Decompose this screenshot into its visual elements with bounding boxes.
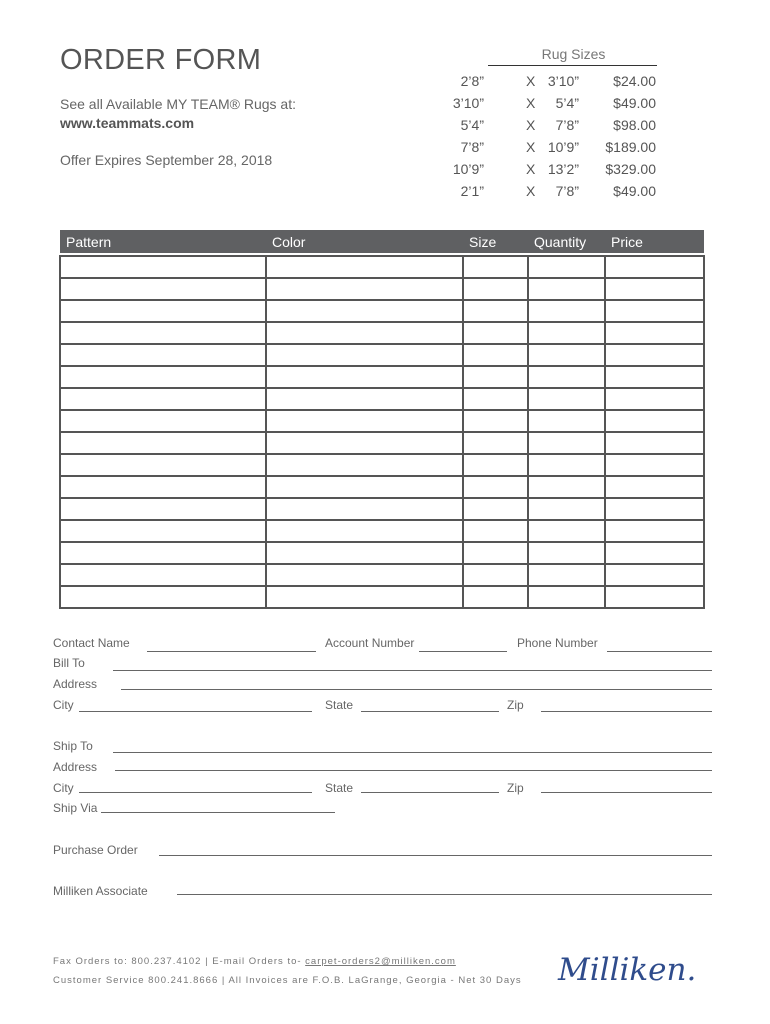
order-table	[59, 230, 703, 609]
quantity-cell[interactable]	[528, 586, 605, 608]
rug-size-from: 3’10”	[452, 95, 484, 111]
price-cell[interactable]	[605, 410, 704, 432]
size-cell[interactable]	[463, 564, 528, 586]
rug-sizes-rule	[488, 65, 657, 66]
rug-size-row	[460, 73, 660, 93]
ship-address-field[interactable]	[115, 770, 712, 771]
rug-size-price: $329.00	[605, 161, 656, 177]
milliken-logo	[556, 942, 706, 992]
rug-size-from: 5’4”	[460, 117, 484, 133]
size-cell[interactable]	[463, 388, 528, 410]
table-row	[60, 564, 704, 586]
column-header-color: Color	[266, 230, 463, 253]
rug-size-price: $24.00	[613, 73, 656, 89]
size-cell[interactable]	[463, 520, 528, 542]
bill-state-field[interactable]	[361, 711, 499, 712]
color-cell[interactable]	[266, 410, 463, 432]
purchase-order-label: Purchase Order	[53, 843, 138, 857]
price-cell[interactable]	[605, 498, 704, 520]
color-cell[interactable]	[266, 278, 463, 300]
size-cell[interactable]	[463, 542, 528, 564]
rug-size-from: 2’1”	[460, 183, 484, 199]
rug-size-to: 7’8”	[555, 117, 579, 133]
offer-expiry: Offer Expires September 28, 2018	[60, 152, 273, 168]
rug-size-from: 2’8”	[460, 73, 484, 89]
bill-to-label: Bill To	[53, 656, 85, 670]
rug-size-price: $98.00	[613, 117, 656, 133]
table-row	[60, 278, 704, 300]
ship-via-field[interactable]	[101, 812, 335, 813]
ship-via-label: Ship Via	[53, 801, 98, 815]
rugs-url-link[interactable]: www.teammats.com	[60, 115, 195, 131]
phone-number-field[interactable]	[607, 651, 712, 652]
pattern-cell[interactable]	[60, 366, 266, 388]
pattern-cell[interactable]	[60, 256, 266, 278]
size-cell[interactable]	[463, 300, 528, 322]
ship-address-label: Address	[53, 760, 98, 774]
quantity-cell[interactable]	[528, 322, 605, 344]
table-row	[60, 498, 704, 520]
color-cell[interactable]	[266, 520, 463, 542]
pattern-cell[interactable]	[60, 300, 266, 322]
color-cell[interactable]	[266, 388, 463, 410]
price-cell[interactable]	[605, 542, 704, 564]
bill-address-field[interactable]	[121, 689, 712, 690]
color-cell[interactable]	[266, 344, 463, 366]
table-row	[60, 256, 704, 278]
pattern-cell[interactable]	[60, 498, 266, 520]
footer-fax-line	[53, 956, 456, 967]
quantity-cell[interactable]	[528, 520, 605, 542]
bill-city-field[interactable]	[79, 711, 312, 712]
table-row	[60, 432, 704, 454]
price-cell[interactable]	[605, 300, 704, 322]
color-cell[interactable]	[266, 498, 463, 520]
color-cell[interactable]	[266, 366, 463, 388]
ship-city-label: City	[53, 781, 74, 795]
milliken-associate-field[interactable]	[177, 894, 712, 895]
size-cell[interactable]	[463, 256, 528, 278]
ship-zip-label: Zip	[507, 781, 524, 795]
ship-state-label: State	[325, 781, 354, 795]
account-number-label: Account Number	[325, 636, 415, 650]
footer-fax-text: Fax Orders to: 800.237.4102 | E-mail Orders to-	[53, 956, 302, 967]
table-row	[60, 410, 704, 432]
rug-size-from: 7’8”	[460, 139, 484, 155]
rug-size-price: $189.00	[605, 139, 656, 155]
price-cell[interactable]	[605, 586, 704, 608]
table-row	[60, 366, 704, 388]
rug-size-price: $49.00	[613, 183, 656, 199]
order-table-header	[60, 230, 704, 253]
column-header-quantity: Quantity	[528, 230, 605, 253]
page-title: ORDER FORM	[60, 44, 262, 76]
size-cell[interactable]	[463, 410, 528, 432]
column-header-pattern: Pattern	[60, 230, 266, 253]
column-header-price: Price	[605, 230, 704, 253]
pattern-cell[interactable]	[60, 586, 266, 608]
size-cell[interactable]	[463, 344, 528, 366]
rug-size-row	[460, 183, 660, 203]
rug-size-to: 7’8”	[555, 183, 579, 199]
color-cell[interactable]	[266, 432, 463, 454]
quantity-cell[interactable]	[528, 476, 605, 498]
bill-state-label: State	[325, 698, 354, 712]
rug-size-x: X	[526, 183, 536, 199]
bill-zip-field[interactable]	[541, 711, 712, 712]
quantity-cell[interactable]	[528, 410, 605, 432]
contact-name-label: Contact Name	[53, 636, 130, 650]
pattern-cell[interactable]	[60, 388, 266, 410]
pattern-cell[interactable]	[60, 476, 266, 498]
price-cell[interactable]	[605, 366, 704, 388]
pattern-cell[interactable]	[60, 344, 266, 366]
quantity-cell[interactable]	[528, 366, 605, 388]
pattern-cell[interactable]	[60, 542, 266, 564]
price-cell[interactable]	[605, 432, 704, 454]
pattern-cell[interactable]	[60, 278, 266, 300]
milliken-associate-label: Milliken Associate	[53, 884, 148, 898]
rug-size-x: X	[526, 95, 536, 111]
size-cell[interactable]	[463, 432, 528, 454]
quantity-cell[interactable]	[528, 432, 605, 454]
table-row	[60, 300, 704, 322]
bill-city-label: City	[53, 698, 74, 712]
color-cell[interactable]	[266, 586, 463, 608]
price-cell[interactable]	[605, 322, 704, 344]
quantity-cell[interactable]	[528, 542, 605, 564]
rug-size-to: 13’2”	[547, 161, 579, 177]
rug-size-to: 5’4”	[555, 95, 579, 111]
size-cell[interactable]	[463, 586, 528, 608]
rug-sizes-title: Rug Sizes	[541, 46, 606, 62]
logo-wordmark: Milliken.	[558, 952, 697, 988]
table-row	[60, 322, 704, 344]
pattern-cell[interactable]	[60, 520, 266, 542]
quantity-cell[interactable]	[528, 388, 605, 410]
ship-zip-field[interactable]	[541, 792, 712, 793]
rug-size-row	[452, 95, 660, 115]
price-cell[interactable]	[605, 278, 704, 300]
size-cell[interactable]	[463, 454, 528, 476]
table-row	[60, 520, 704, 542]
rug-size-to: 3’10”	[547, 73, 579, 89]
price-cell[interactable]	[605, 476, 704, 498]
color-cell[interactable]	[266, 300, 463, 322]
color-cell[interactable]	[266, 476, 463, 498]
rugs-prompt: See all Available MY TEAM® Rugs at:	[60, 96, 296, 112]
price-cell[interactable]	[605, 256, 704, 278]
quantity-cell[interactable]	[528, 300, 605, 322]
table-row	[60, 542, 704, 564]
phone-number-label: Phone Number	[517, 636, 598, 650]
bill-to-field[interactable]	[113, 670, 712, 671]
pattern-cell[interactable]	[60, 454, 266, 476]
rug-size-row	[460, 139, 660, 159]
ship-to-field[interactable]	[113, 752, 712, 753]
rug-size-from: 10’9”	[452, 161, 484, 177]
price-cell[interactable]	[605, 388, 704, 410]
table-row	[60, 454, 704, 476]
quantity-cell[interactable]	[528, 344, 605, 366]
color-cell[interactable]	[266, 322, 463, 344]
email-link[interactable]: carpet-orders2@milliken.com	[305, 956, 456, 967]
account-number-field[interactable]	[419, 651, 507, 652]
rug-size-x: X	[526, 139, 536, 155]
size-cell[interactable]	[463, 366, 528, 388]
pattern-cell[interactable]	[60, 564, 266, 586]
quantity-cell[interactable]	[528, 564, 605, 586]
quantity-cell[interactable]	[528, 256, 605, 278]
pattern-cell[interactable]	[60, 432, 266, 454]
price-cell[interactable]	[605, 564, 704, 586]
quantity-cell[interactable]	[528, 454, 605, 476]
rug-size-x: X	[526, 161, 536, 177]
table-row	[60, 388, 704, 410]
table-row	[60, 344, 704, 366]
price-cell[interactable]	[605, 520, 704, 542]
table-row	[60, 586, 704, 608]
price-cell[interactable]	[605, 454, 704, 476]
color-cell[interactable]	[266, 564, 463, 586]
ship-city-field[interactable]	[79, 792, 312, 793]
rug-size-x: X	[526, 73, 536, 89]
size-cell[interactable]	[463, 278, 528, 300]
color-cell[interactable]	[266, 542, 463, 564]
purchase-order-field[interactable]	[159, 855, 712, 856]
ship-to-label: Ship To	[53, 739, 93, 753]
bill-address-label: Address	[53, 677, 98, 691]
size-cell[interactable]	[463, 476, 528, 498]
column-header-size: Size	[463, 230, 528, 253]
pattern-cell[interactable]	[60, 410, 266, 432]
quantity-cell[interactable]	[528, 278, 605, 300]
quantity-cell[interactable]	[528, 498, 605, 520]
color-cell[interactable]	[266, 454, 463, 476]
size-cell[interactable]	[463, 322, 528, 344]
rug-size-x: X	[526, 117, 536, 133]
footer-service-line: Customer Service 800.241.8666 | All Invoices are F.O.B. LaGrange, Georgia - Net 30 Days	[53, 975, 522, 986]
pattern-cell[interactable]	[60, 322, 266, 344]
size-cell[interactable]	[463, 498, 528, 520]
rug-size-row	[460, 117, 660, 137]
price-cell[interactable]	[605, 344, 704, 366]
rug-size-to: 10’9”	[547, 139, 579, 155]
rug-size-row	[452, 161, 660, 181]
contact-name-field[interactable]	[147, 651, 316, 652]
rug-size-price: $49.00	[613, 95, 656, 111]
bill-zip-label: Zip	[507, 698, 524, 712]
table-row	[60, 476, 704, 498]
color-cell[interactable]	[266, 256, 463, 278]
ship-state-field[interactable]	[361, 792, 499, 793]
